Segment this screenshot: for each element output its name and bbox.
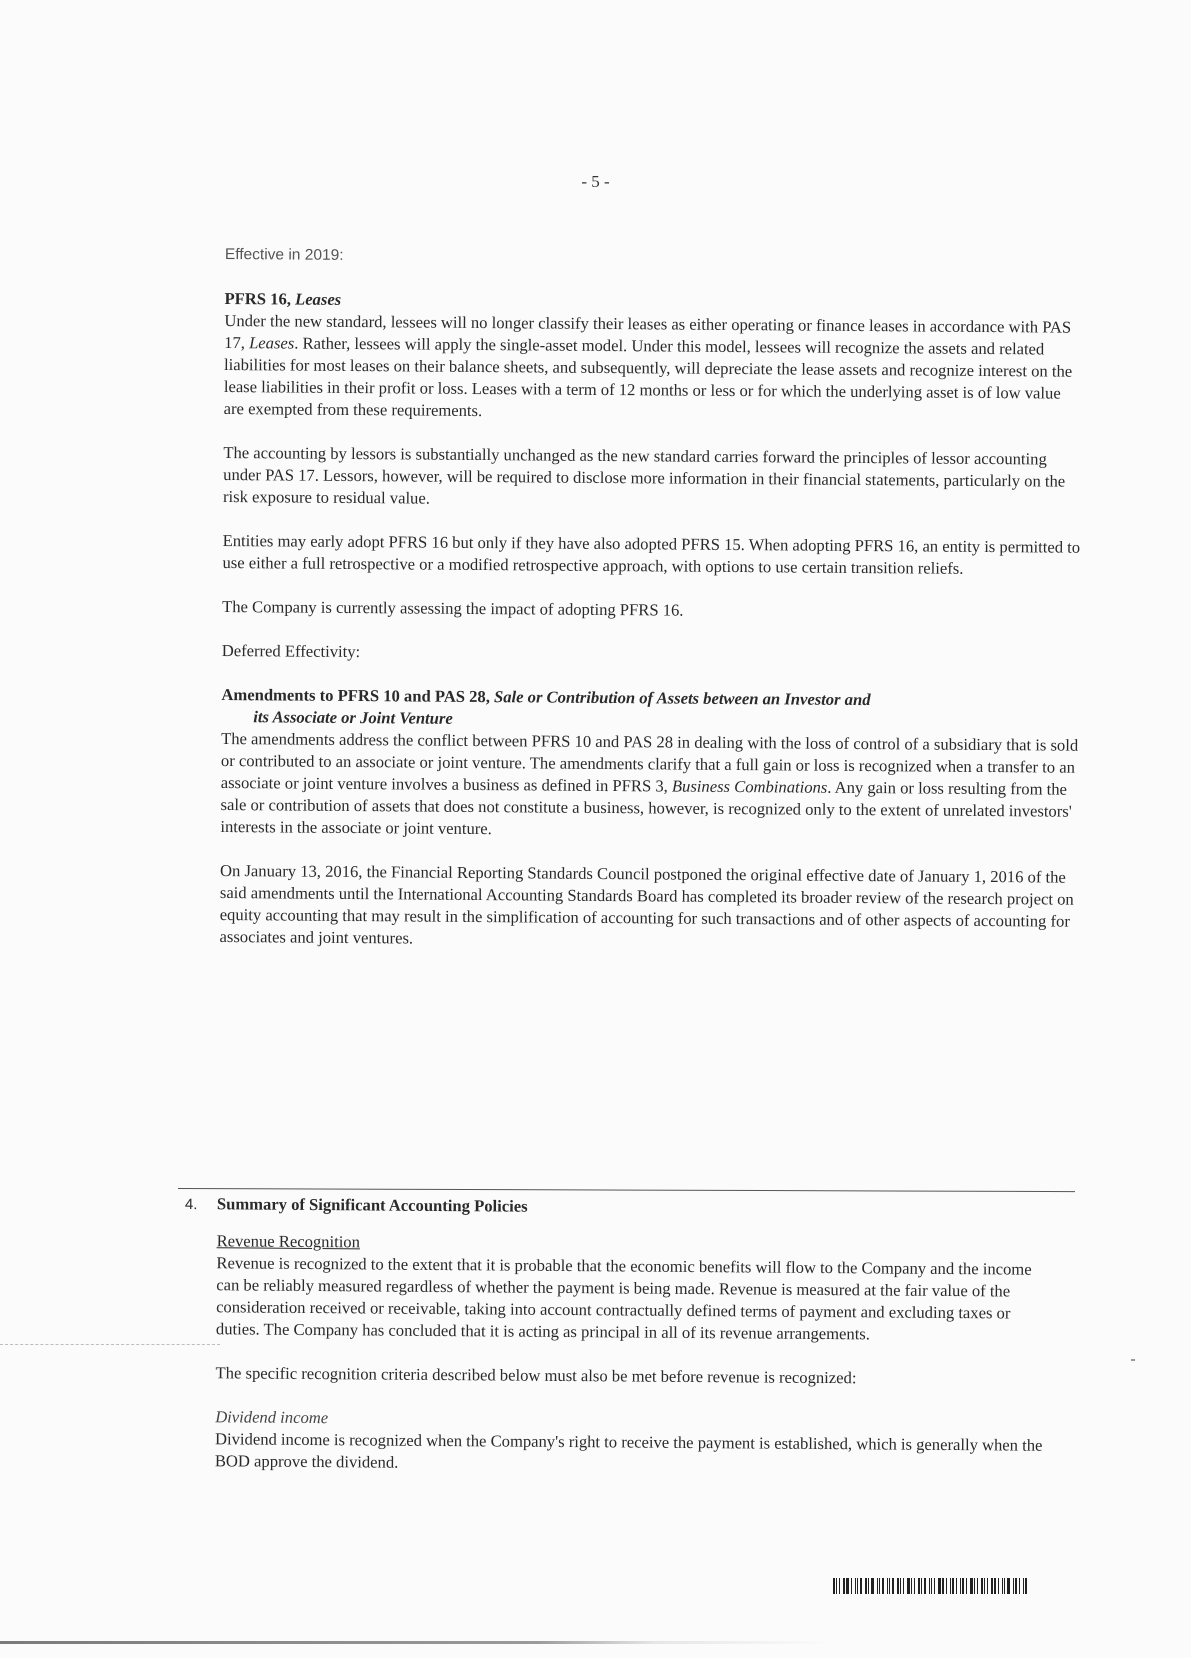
barcode-stripe — [970, 1578, 973, 1594]
barcode-stripe — [924, 1578, 926, 1594]
barcode-stripe — [1023, 1578, 1024, 1594]
barcode-stripe — [900, 1578, 901, 1594]
barcode-stripe — [1019, 1578, 1020, 1594]
pfrs16-p1-text-a: Under the new standard, lessees will no longer classify their leases as either operating or finance leases in accordance with PAS 17, — [224, 310, 1072, 353]
barcode-stripe — [851, 1578, 852, 1594]
barcode-stripe — [950, 1578, 951, 1594]
amendments-heading-italic-1: Sale or Contribution of Assets between an Investor and — [493, 687, 871, 710]
barcode-stripe — [977, 1578, 978, 1594]
barcode-stripe — [1007, 1578, 1010, 1594]
barcode-stripe — [836, 1578, 837, 1594]
barcode-stripe — [1025, 1578, 1027, 1594]
barcode-stripe — [879, 1578, 880, 1594]
scan-edge-mark — [0, 1344, 220, 1345]
standards-section — [219, 244, 1085, 955]
barcode-stripe — [889, 1578, 890, 1594]
section-4-title-text: Summary of Significant Accounting Policies — [216, 1194, 528, 1216]
accounting-policies-section — [183, 1193, 1055, 1479]
barcode-stripe — [998, 1578, 999, 1594]
barcode-stripe — [921, 1578, 922, 1594]
barcode-stripe — [857, 1578, 858, 1594]
barcode-stripe — [882, 1578, 884, 1594]
barcode-stripe — [914, 1578, 915, 1594]
barcode-stripe — [938, 1578, 941, 1594]
barcode-stripe — [931, 1578, 932, 1594]
barcode-stripe — [1015, 1578, 1017, 1594]
barcode-stripe — [934, 1578, 935, 1594]
deferred-effectivity-label: Deferred Effectivity: — [221, 640, 361, 662]
barcode-stripe — [987, 1578, 988, 1594]
amendments-paragraph-1 — [220, 728, 1081, 845]
barcode-stripe — [843, 1578, 845, 1594]
effective-2019-label: Effective in 2019: — [224, 245, 344, 264]
barcode-stripe — [855, 1578, 856, 1594]
amendments-paragraph-2: On January 13, 2016, the Financial Reporting Standards Council postponed the original effective date of January 1, 2016 of the said amendments until the International Accounting Standards Board has completed its broader review of the research project on equity accounting that may result in the simplification of accounting for such transactions and of other aspects of accounting for associates and joint ventures. — [219, 860, 1074, 948]
page-number: - 5 - — [581, 172, 610, 191]
amendments-p1-text-b: . Any gain or loss resulting from the sale or contribution of assets that does not constitute a business, however, is recognized only to the extent of unrelated investors' interests in the associate or joint venture. — [220, 777, 1072, 839]
section-4-number: 4. — [184, 1195, 198, 1214]
pfrs16-p1-text-b: . Rather, lessees will apply the single-asset model. Under this model, lessees will recognize the assets and related liabilities for most leases on their balance sheets, and subsequently, will depreciate the lease assets and recognize interest on the lease liabilities in their profit or loss. Leases with a term of 12 months or less or for which the underlying asset is of low value are exempted from these requirements. — [223, 333, 1073, 421]
barcode-stripe — [918, 1578, 920, 1594]
pfrs16-heading-italic: Leases — [295, 289, 342, 309]
barcode-stripe — [962, 1578, 964, 1594]
amendments-heading — [221, 684, 1081, 735]
barcode-stripe — [942, 1578, 944, 1594]
barcode-stripe — [1002, 1578, 1003, 1594]
amendments-p1-text-a: The amendments address the conflict between PFRS 10 and PAS 28 in dealing with the loss of control of a subsidiary that is sold or contributed to an associate or joint venture. The amendments clarify that a full gain or loss is recognized when a transfer to an associate or joint venture involves a business as defined in PFRS 3, — [220, 728, 1079, 796]
barcode-stripe — [846, 1578, 849, 1594]
barcode-stripe — [984, 1578, 985, 1594]
barcode-stripe — [868, 1578, 869, 1594]
barcode-stripe — [833, 1578, 835, 1594]
section-4-body — [183, 1230, 1055, 1479]
dividend-paragraph: Dividend income is recognized when the Company's right to receive the payment is established, which is generally when the BOD approve the dividend. — [214, 1429, 1043, 1472]
section-4-title — [185, 1193, 1055, 1223]
barcode-stripe — [1004, 1578, 1005, 1594]
barcode-stripe — [871, 1578, 874, 1594]
barcode-stripe — [974, 1578, 975, 1594]
revenue-paragraph-2: The specific recognition criteria described below must also be met before revenue is recognized: — [215, 1363, 857, 1388]
pfrs16-paragraph-2: The accounting by lessors is substantially unchanged as the new standard carries forward the principles of lessor accounting under PAS 17. Lessors, however, will be required to disclose more information in their financial statements, particularly on the risk exposure to residual value. — [222, 442, 1066, 508]
barcode-stripe — [860, 1578, 862, 1594]
barcode-stripe — [966, 1578, 967, 1594]
barcode-stripe — [892, 1578, 894, 1594]
barcode-stripe — [911, 1578, 912, 1594]
barcode-stripe — [903, 1578, 904, 1594]
barcode-stripe — [956, 1578, 957, 1594]
barcode-stripe — [946, 1578, 947, 1594]
barcode-stripe — [907, 1578, 910, 1594]
barcode-stripe — [991, 1578, 993, 1594]
section-divider — [178, 1188, 1075, 1192]
barcode-stripe — [960, 1578, 961, 1594]
amendments-heading-italic-2: its Associate or Joint Venture — [253, 707, 453, 728]
barcode-stripe — [952, 1578, 954, 1594]
barcode-stripe — [865, 1578, 867, 1594]
revenue-paragraph-1: Revenue is recognized to the extent that it is probable that the economic benefits will flow to the Company and the income can be reliably measured regardless of whether the payment is being made. Revenue is measured at the fair value of the consideration received or receivable, taking into account contractually defined terms of payment and excluding taxes or duties. The Company has concluded that it is acting as principal in all of its revenue arrangements. — [215, 1253, 1032, 1344]
scan-speck — [1131, 1359, 1135, 1361]
amendments-p1-italic: Business Combinations — [671, 776, 828, 797]
barcode-stripe — [1013, 1578, 1014, 1594]
dividend-income-heading: Dividend income — [215, 1407, 329, 1428]
barcode-stripe — [981, 1578, 983, 1594]
pfrs16-paragraph-1 — [224, 310, 1085, 427]
barcode-stripe — [877, 1578, 878, 1594]
barcode-stripe — [929, 1578, 930, 1594]
barcode — [833, 1578, 1065, 1594]
amendments-heading-prefix: Amendments to PFRS 10 and PAS 28, — [221, 684, 495, 707]
barcode-stripe — [897, 1578, 899, 1594]
barcode-stripe — [839, 1578, 840, 1594]
pfrs16-paragraph-4: The Company is currently assessing the impact of adopting PFRS 16. — [222, 596, 684, 620]
page-bottom-edge — [0, 1641, 1191, 1644]
pfrs16-paragraph-3: Entities may early adopt PFRS 16 but only if they have also adopted PFRS 15. When adopting PFRS 16, an entity is permitted to use either a full retrospective or a modified retrospective approach, with options to use certain transition reliefs. — [222, 530, 1081, 578]
pfrs16-heading-prefix: PFRS 16, — [224, 288, 296, 309]
barcode-stripe — [887, 1578, 888, 1594]
revenue-recognition-heading: Revenue Recognition — [216, 1231, 361, 1252]
pfrs16-p1-italic: Leases — [249, 333, 295, 353]
barcode-stripe — [994, 1578, 996, 1594]
